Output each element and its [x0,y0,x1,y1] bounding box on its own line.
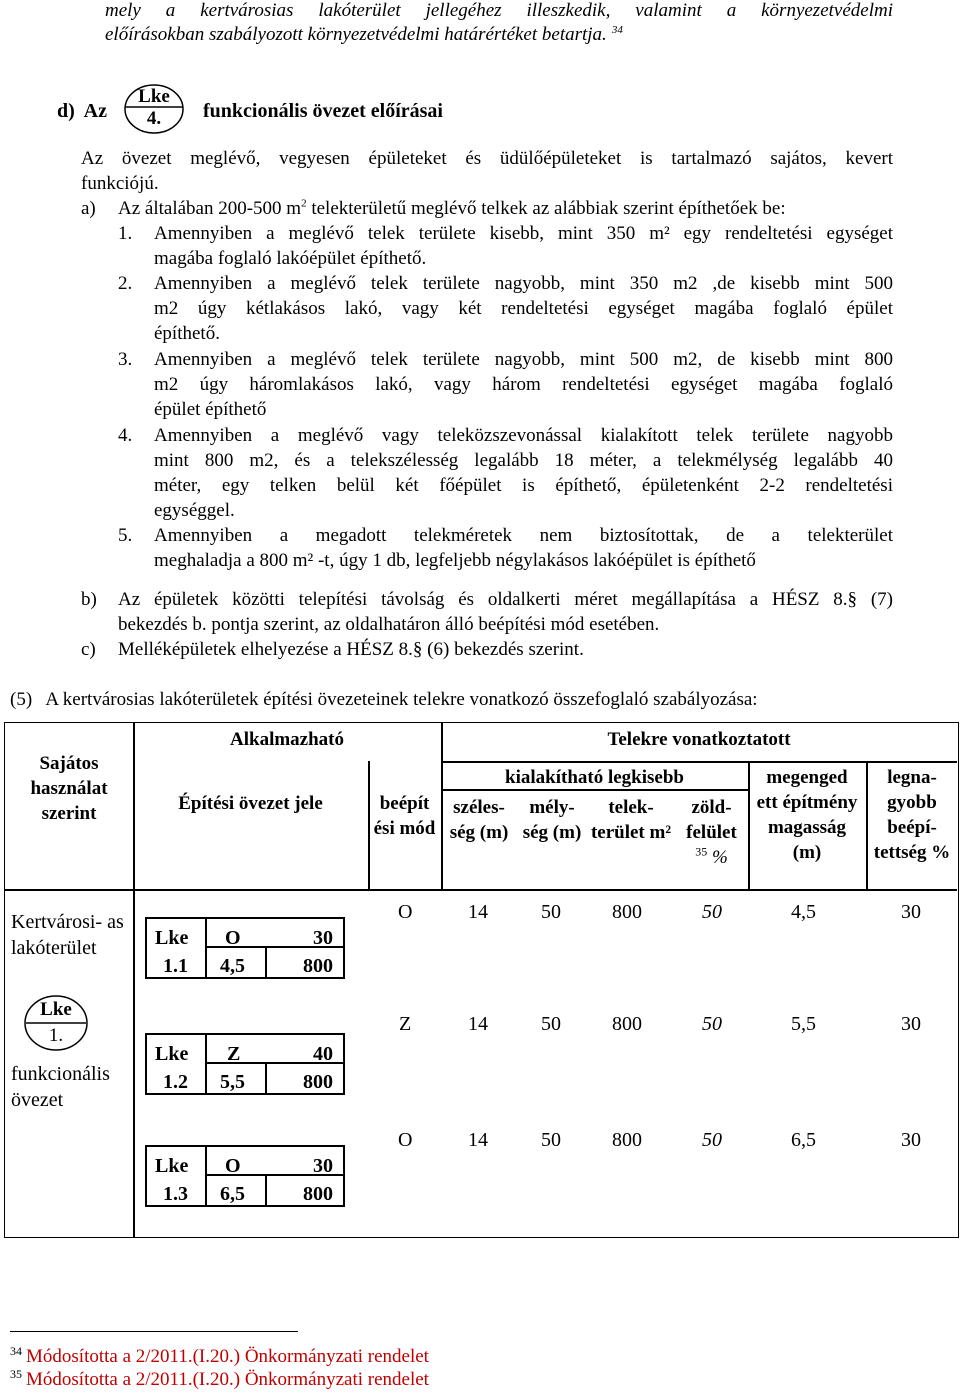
intro-line-2-text: előírásokban szabályozott környezetvédelmi határértéket betartja. [105,24,607,45]
sub-grid-line [205,1033,207,1095]
zone-label-bottom: funkcionális övezet [11,1063,110,1111]
item-a-text [118,198,786,220]
footnote-num: 34 [10,1343,22,1358]
grid-line [866,761,868,889]
summary-table [4,722,959,1238]
header-szelesseg: széles- ség (m) [449,797,509,843]
header-legnagyobb: legna- gyobb beépí- tettség % [873,767,951,863]
item-2-line-3: építhető. [154,323,220,344]
item-b-label: b) [81,589,97,610]
header-epitesi-ovezet: Építési övezet jele [178,793,323,814]
cell-beepitettseg: 30 [901,1013,921,1035]
cell-telekterulet: 800 [612,1013,642,1035]
code-bep: 40 [313,1043,333,1065]
header-alkalmazhato: Alkalmazható [230,729,344,750]
item-a-text-post: telekterületű meglévő telkek az alábbiak szerint építhetőek be: [306,198,786,219]
code-mod: O [225,927,241,949]
badge-bottom-text: 1. [48,1025,64,1046]
item-b-line-1: Az épületek közötti telepítési távolság és oldalkerti méret megállapítása a HÉSZ 8.§ (7) [118,589,893,610]
footnote-separator [10,1331,298,1332]
header-melyseg: mély- ség (m) [522,797,582,843]
sub-grid-line [205,1145,207,1207]
code-ter: 800 [303,1071,333,1093]
zone-code-a: Lke [155,1155,189,1177]
footnote-text: Módosította a 2/2011.(I.20.) Önkormányzati rendelet [26,1369,429,1390]
item-3-line-2: m2 úgy háromlakásos lakó, vagy három rendeltetési egységet magába foglaló [154,374,893,395]
section-d-prefix: d) Az [57,100,107,122]
item-4-line-2: mint 800 m2, és a telekszélesség legalább 18 méter, a telekmélység legalább 40 [154,450,893,471]
cell-melyseg: 50 [541,1013,561,1035]
footnote-ref-35: 35 [695,844,708,859]
item-a-text-pre: Az általában 200-500 m [118,198,302,219]
header-zoldfelulet-unit: % [711,847,728,868]
item-2-line-1: Amennyiben a meglévő telek területe nagyobb, mint 350 m2 ,de kisebb mint 500 [154,273,893,294]
zone-badge-lke1 [23,994,89,1052]
badge-bottom-text: 4. [146,108,162,129]
footnote-34 [10,1343,429,1368]
section-d-desc-1: Az övezet meglévő, vegyesen épületeket és üdülőépületeket is tartalmazó sajátos, kevert [81,148,893,169]
sub-grid-line [145,1033,345,1035]
cell-beepitettseg: 30 [901,901,921,923]
zone-label-top: Kertvárosi- as lakóterület [11,911,124,959]
header-megengedett: megenged ett építmény magasság (m) [756,767,858,863]
section-d-title: funkcionális övezet előírásai [203,100,443,122]
sub-grid-line [265,946,267,979]
footnote-text: Módosította a 2/2011.(I.20.) Önkormányzati rendelet [26,1346,429,1367]
sub-grid-line [265,1062,267,1095]
zone-code-box-1 [145,917,345,979]
cell-mod: Z [399,1013,412,1035]
header-telekre: Telekre vonatkoztatott [607,729,791,750]
cell-magassag: 5,5 [791,1013,816,1035]
code-mod: Z [227,1043,241,1065]
cell-zoldfelulet: 50 [702,901,722,923]
header-beepitesi-mod: beépít ési mód [373,793,436,839]
cell-mod: O [398,901,413,923]
intro-line-1: mely a kertvárosias lakóterület jellegéhez illeszkedik, valamint a környezetvédelmi [105,0,893,21]
cell-szelesseg: 14 [468,1013,488,1035]
grid-line [5,889,957,891]
code-mag: 4,5 [220,955,245,977]
sub-grid-line [145,1145,147,1207]
header-sajatos: Sajátos használat szerint [30,753,108,824]
sub-grid-line [145,1205,345,1207]
cell-szelesseg: 14 [468,1129,488,1151]
badge-top-text: Lke [40,999,72,1020]
grid-line [748,761,750,889]
code-ter: 800 [303,955,333,977]
cell-melyseg: 50 [541,1129,561,1151]
item-a-sup: 2 [301,197,307,210]
code-mag: 6,5 [220,1183,245,1205]
cell-melyseg: 50 [541,901,561,923]
cell-telekterulet: 800 [612,1129,642,1151]
sub-grid-line [145,1145,345,1147]
item-c-text: Melléképületek elhelyezése a HÉSZ 8.§ (6) bekezdés szerint. [118,639,584,660]
item-a-label: a) [81,198,96,219]
sub-grid-line [145,917,147,979]
header-zoldfelulet-text: zöld- felület [686,797,737,843]
zone-code-b: 1.1 [163,955,188,977]
cell-zoldfelulet: 50 [702,1129,722,1151]
item-b-line-2: bekezdés b. pontja szerint, az oldalhatáron álló beépítési mód esetében. [118,614,660,635]
footnote-35 [10,1366,429,1391]
item-4-line-3: méter, egy telken belül két főépület is építhető, épületenként 2-2 rendeltetési [154,475,893,496]
sub-grid-line [145,917,345,919]
footnote-num: 35 [10,1366,22,1381]
cell-beepitettseg: 30 [901,1129,921,1151]
item-3-num: 3. [118,349,133,370]
code-bep: 30 [313,1155,333,1177]
section-d-desc-2: funkciójú. [81,173,159,194]
zone-code-b: 1.3 [163,1183,188,1205]
sub-grid-line [145,1093,345,1095]
item-1-line-2: magába foglaló lakóépület építhető. [154,248,427,269]
sub-grid-line [205,917,207,979]
item-5-line-2: meghaladja a 800 m² -t, úgy 1 db, legfeljebb négylakásos lakóépület is építhető [154,550,756,571]
item-4-line-1: Amennyiben a meglévő vagy teleközszevonással kialakított telek területe nagyobb [154,425,893,446]
cell-magassag: 6,5 [791,1129,816,1151]
section-5-text: (5) A kertvárosias lakóterületek építési övezeteinek telekre vonatkozó összefoglaló szabályozása: [10,689,758,710]
code-mod: O [225,1155,241,1177]
item-c-label: c) [81,639,96,660]
cell-zoldfelulet: 50 [702,1013,722,1035]
item-2-line-2: m2 úgy kétlakásos lakó, vagy két rendeltetési egységet magába foglaló épület [154,298,893,319]
grid-line [441,761,957,763]
item-5-line-1: Amennyiben a megadott telekméretek nem biztosítottak, de a telekterület [154,525,893,546]
item-4-num: 4. [118,425,133,446]
zone-code-a: Lke [155,927,189,949]
zone-code-b: 1.2 [163,1071,188,1093]
badge-top-text: Lke [138,86,170,107]
code-bep: 30 [313,927,333,949]
item-1-num: 1. [118,223,133,244]
item-4-line-4: egységgel. [154,500,235,521]
zone-code-box-2 [145,1033,345,1095]
code-mag: 5,5 [220,1071,245,1093]
sub-grid-line [343,917,345,979]
cell-mod: O [398,1129,413,1151]
zone-badge-lke4 [121,82,187,134]
header-kialakithato: kialakítható legkisebb [505,767,684,788]
item-2-num: 2. [118,273,133,294]
item-3-line-1: Amennyiben a meglévő telek területe nagyobb, mint 500 m2, de kisebb mint 800 [154,349,893,370]
item-5-num: 5. [118,525,133,546]
zone-code-a: Lke [155,1043,189,1065]
zone-code-box-3 [145,1145,345,1207]
item-1-line-1: Amennyiben a meglévő telek területe kisebb, mint 350 m² egy rendeltetési egységet [154,223,893,244]
sub-grid-line [145,1033,147,1095]
sub-grid-line [265,1174,267,1207]
sub-grid-line [343,1033,345,1095]
cell-szelesseg: 14 [468,901,488,923]
sub-grid-line [145,977,345,979]
sub-grid-line [343,1145,345,1207]
code-ter: 800 [303,1183,333,1205]
header-zoldfelulet [675,795,748,870]
item-3-line-3: épület építhető [154,399,267,420]
header-telekterulet: telek- terület m² [590,797,672,843]
cell-telekterulet: 800 [612,901,642,923]
intro-line-2 [105,24,623,46]
cell-magassag: 4,5 [791,901,816,923]
footnote-ref-34: 34 [611,23,623,36]
